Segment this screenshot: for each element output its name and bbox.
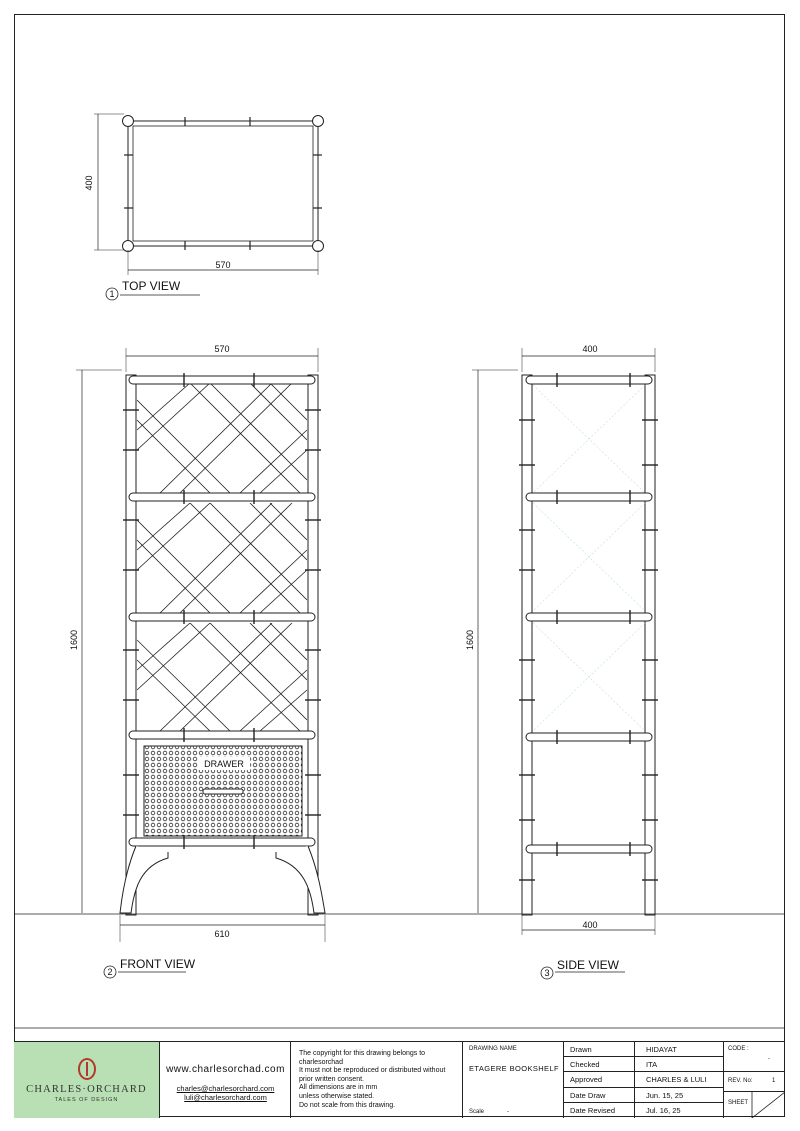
copyright-line: It must not be reproduced or distributed without — [299, 1067, 446, 1075]
top-width-dim: 570 — [215, 260, 231, 270]
row-checked — [564, 1057, 724, 1072]
row-key: Checked — [570, 1060, 600, 1070]
website-link[interactable]: www.charlesorchad.com — [166, 1064, 285, 1075]
scale-value: - — [507, 1109, 509, 1115]
copyright-line: Do not scale from this drawing. — [299, 1101, 396, 1109]
row-key: Date Draw — [570, 1090, 606, 1100]
contact-panel — [160, 1042, 291, 1118]
side-height-dim: 1600 — [465, 629, 475, 651]
row-key: Drawn — [570, 1045, 592, 1054]
rev-value: 1 — [772, 1078, 776, 1084]
top-view-number: 1 — [109, 289, 115, 299]
side-view — [472, 348, 658, 979]
row-key: Approved — [570, 1075, 603, 1085]
row-value: HIDAYAT — [646, 1045, 677, 1054]
top-view-label: TOP VIEW — [122, 279, 181, 293]
sheet-label: SHEET — [728, 1100, 749, 1106]
rev-label: REV. No: — [728, 1078, 753, 1084]
drawing-name-label: DRAWING NAME — [469, 1046, 517, 1052]
side-view-label: SIDE VIEW — [557, 958, 620, 972]
email-link-1[interactable]: charles@charlesorchard.com — [176, 1084, 275, 1093]
brand-mark-icon — [78, 1058, 96, 1080]
row-date-revised — [564, 1103, 724, 1118]
title-block — [14, 1041, 785, 1118]
brand-name: CHARLES·ORCHARD — [26, 1083, 147, 1095]
rev-cell — [724, 1072, 785, 1092]
row-value: Jun. 15, 25 — [646, 1090, 684, 1100]
code-value: - — [768, 1056, 770, 1062]
row-value: CHARLES & LULI — [646, 1075, 707, 1085]
copyright-line: prior written consent. — [299, 1075, 364, 1083]
drawing-name: ETAGERE BOOKSHELF — [469, 1064, 560, 1073]
side-base-depth-dim: 400 — [582, 920, 598, 930]
copyright-line: The copyright for this drawing belongs to — [299, 1050, 426, 1057]
code-panel — [724, 1042, 785, 1118]
copyright-line: All dimensions are in mm — [299, 1084, 378, 1092]
approval-grid — [564, 1042, 724, 1118]
front-view-label: FRONT VIEW — [120, 957, 196, 971]
drawer-label: DRAWER — [204, 759, 244, 769]
copyright-line: unless otherwise stated. — [299, 1092, 375, 1100]
code-cell — [724, 1042, 785, 1072]
top-view-frame — [128, 121, 318, 246]
row-date-draw — [564, 1088, 724, 1103]
front-top-width-dim: 570 — [214, 344, 230, 354]
front-view — [76, 348, 325, 978]
front-view-number: 2 — [107, 967, 113, 977]
top-depth-dim: 400 — [84, 175, 94, 191]
side-view-number: 3 — [544, 968, 550, 978]
scale-label: Scale — [469, 1109, 485, 1115]
side-top-depth-dim: 400 — [582, 344, 598, 354]
front-base-width-dim: 610 — [214, 929, 230, 939]
row-drawn — [564, 1042, 724, 1057]
row-key: Date Revised — [570, 1105, 616, 1115]
drawing-name-panel — [463, 1042, 564, 1118]
top-view — [94, 114, 324, 300]
row-approved — [564, 1072, 724, 1087]
sheet-divider-icon — [724, 1092, 785, 1118]
brand-logo-panel — [14, 1042, 160, 1118]
row-value: Jul. 16, 25 — [646, 1105, 681, 1115]
copyright-line: charlesorchad — [299, 1058, 343, 1066]
copyright-notice — [291, 1042, 463, 1118]
sheet-cell — [724, 1092, 785, 1118]
email-link-2[interactable]: luli@charlesorchard.com — [184, 1093, 267, 1102]
row-value: ITA — [646, 1060, 658, 1070]
brand-tagline: TALES OF DESIGN — [54, 1096, 119, 1103]
code-label: CODE : — [728, 1046, 749, 1052]
front-height-dim: 1600 — [69, 629, 79, 651]
